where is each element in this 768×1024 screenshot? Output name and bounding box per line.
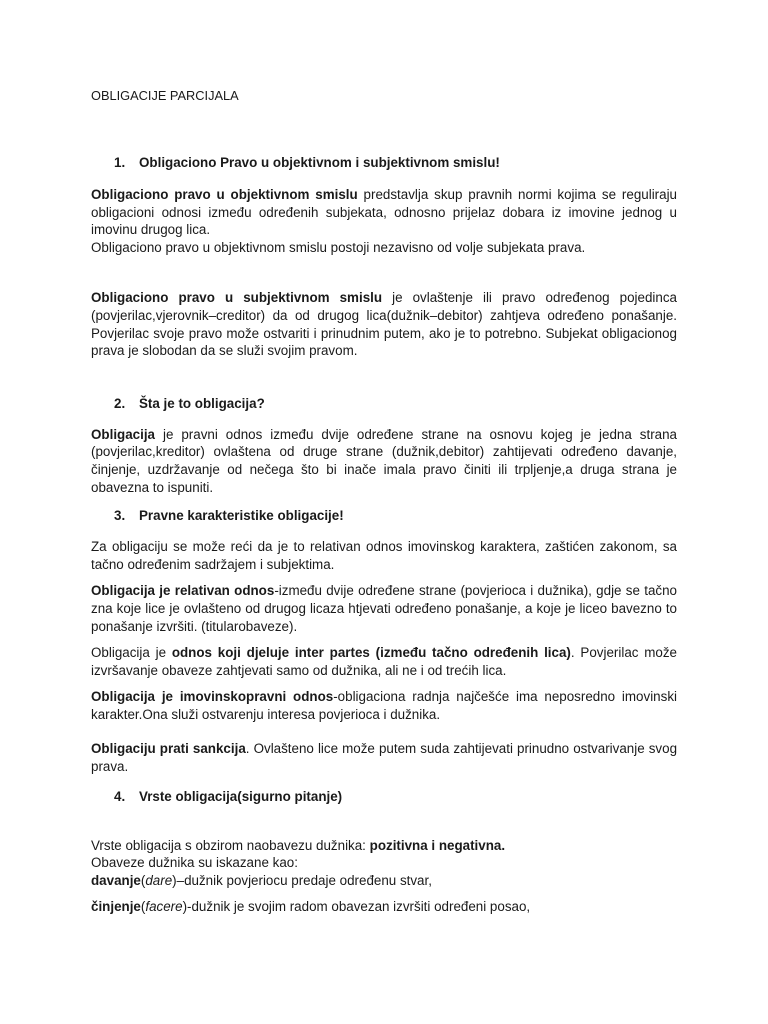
- paragraph-text: )–dužnik povjeriocu predaje određenu stvar,: [172, 872, 432, 888]
- bold-term: Obligaciono pravo u subjektivnom smislu: [91, 290, 383, 306]
- latin-term: dare: [145, 872, 173, 888]
- section-title: Vrste obligacija(sigurno pitanje): [139, 788, 343, 804]
- document-title: OBLIGACIJE PARCIJALA: [91, 88, 239, 103]
- bold-term: odnos koji djeluje inter partes (između tačno određenih lica): [171, 645, 571, 661]
- paragraph-text: Vrste obligacija s obzirom naobavezu dužnika:: [91, 837, 370, 853]
- paragraph-text: -obligaciona radnja najčešće ima neposredno imovinski karakter.Ona služi ostvarenju interesa povjerioca i dužnika.: [91, 689, 677, 722]
- paren: (: [140, 899, 146, 915]
- paren: (: [140, 872, 146, 888]
- bold-term: Obligaciono pravo u objektivnom smislu: [91, 187, 358, 202]
- paragraph-obligation-definition: [91, 426, 677, 496]
- section-heading-4: [91, 787, 677, 807]
- paragraph-text: Za obligaciju se može reći da je to relativan odnos imovinskog karaktera, zaštićen zakonom, sa tačno određenim sadržajem i subjektima.: [91, 539, 677, 572]
- section-title: Pravne karakteristike obligacije!: [139, 508, 344, 524]
- paragraph-text: predstavlja skup pravnih normi kojima se reguliraju obligacioni odnosi između određenih subjekata, odnosno prijelaz dobara iz imovine jednog u imovinu drugog lica.: [91, 187, 677, 238]
- paragraph-text: Obaveze dužnika su iskazane kao:: [91, 855, 298, 871]
- paragraph-text: Obligacija je: [91, 645, 172, 661]
- paragraph-obligation-types: [91, 837, 677, 855]
- paragraph-text: je ovlaštenje ili pravo određenog pojedinca (povjerilac,vjerovnik–creditor) da od drugog lica(dužnik–debitor) zahtjeva određeno ponašanje. Povjerilac svoje pravo može ostvariti i prinudnim putem, ako je to potrebno. Subjekat obligacionog prava je slobodan da se služi svojim pravom.: [91, 290, 677, 359]
- section-number: 4.: [114, 788, 126, 804]
- paragraph-subjective-law: [91, 289, 677, 359]
- bold-term: pozitivna i negativna.: [369, 837, 506, 853]
- section-title: Šta je to obligacija?: [139, 395, 265, 411]
- paragraph-sanction: [91, 740, 677, 775]
- paragraph-giving: [91, 872, 677, 890]
- latin-term: facere: [145, 899, 183, 915]
- document-body: [91, 86, 677, 916]
- paragraph-text: )-dužnik je svojim radom obavezan izvršiti određeni posao,: [182, 899, 531, 915]
- paragraph-inter-partes: [91, 644, 677, 679]
- bold-term: davanje: [91, 872, 141, 888]
- section-number: 3.: [114, 508, 126, 524]
- bold-term: Obligaciju prati sankcija: [91, 741, 246, 757]
- bold-term: činjenje: [91, 899, 141, 915]
- paragraph-text: -između dvije određene strane (povjerioca i dužnika), gdje se tačno zna koje lice je ovlašteno od drugog licaza htjevati određeno ponašanje, a koje je liceo bavezno to ponašanje izvršiti. (titularobaveze).: [91, 583, 677, 634]
- bold-term: Obligacija je relativan odnos: [91, 583, 275, 599]
- paragraph-relative-relation: [91, 582, 677, 635]
- section-title: Obligaciono Pravo u objektivnom i subjektivnom smislu!: [139, 155, 500, 170]
- paragraph-text: Obligaciono pravo u objektivnom smislu postoji nezavisno od volje subjekata prava.: [91, 239, 586, 255]
- paragraph-debtor-duties: [91, 854, 677, 872]
- section-number: 2.: [114, 395, 126, 411]
- paragraph-relative-relation-intro: [91, 538, 677, 573]
- paragraph-doing: [91, 898, 677, 916]
- paragraph-property-relation: [91, 688, 677, 723]
- paragraph-text: je pravni odnos između dvije određene strane na osnovu kojeg je jedna strana (povjerilac,kreditor) ovlaštena od druge strane (dužnik,debitor) zahtijevati određeno davanje, činjenje, uzdržavanje od nečega što bi inače imala pravo činiti ili trpljenje,a druga strana je obavezna to ispuniti.: [91, 426, 677, 495]
- paragraph-objective-law: [91, 186, 677, 239]
- bold-term: Obligacija je imovinskopravni odnos: [91, 689, 334, 705]
- bold-term: Obligacija: [91, 426, 155, 442]
- paragraph-objective-law-note: [91, 239, 677, 257]
- section-heading-2: [91, 394, 677, 414]
- paragraph-text: . Ovlašteno lice može putem suda zahtijevati prinudno ostvarivanje svog prava.: [91, 741, 678, 775]
- paragraph-text: . Povjerilac može izvršavanje obaveze zahtjevati samo od dužnika, ali ne i od trećih lica.: [91, 645, 677, 678]
- section-heading-1: [91, 153, 677, 173]
- section-heading-3: [91, 506, 677, 526]
- section-number: 1.: [114, 155, 126, 170]
